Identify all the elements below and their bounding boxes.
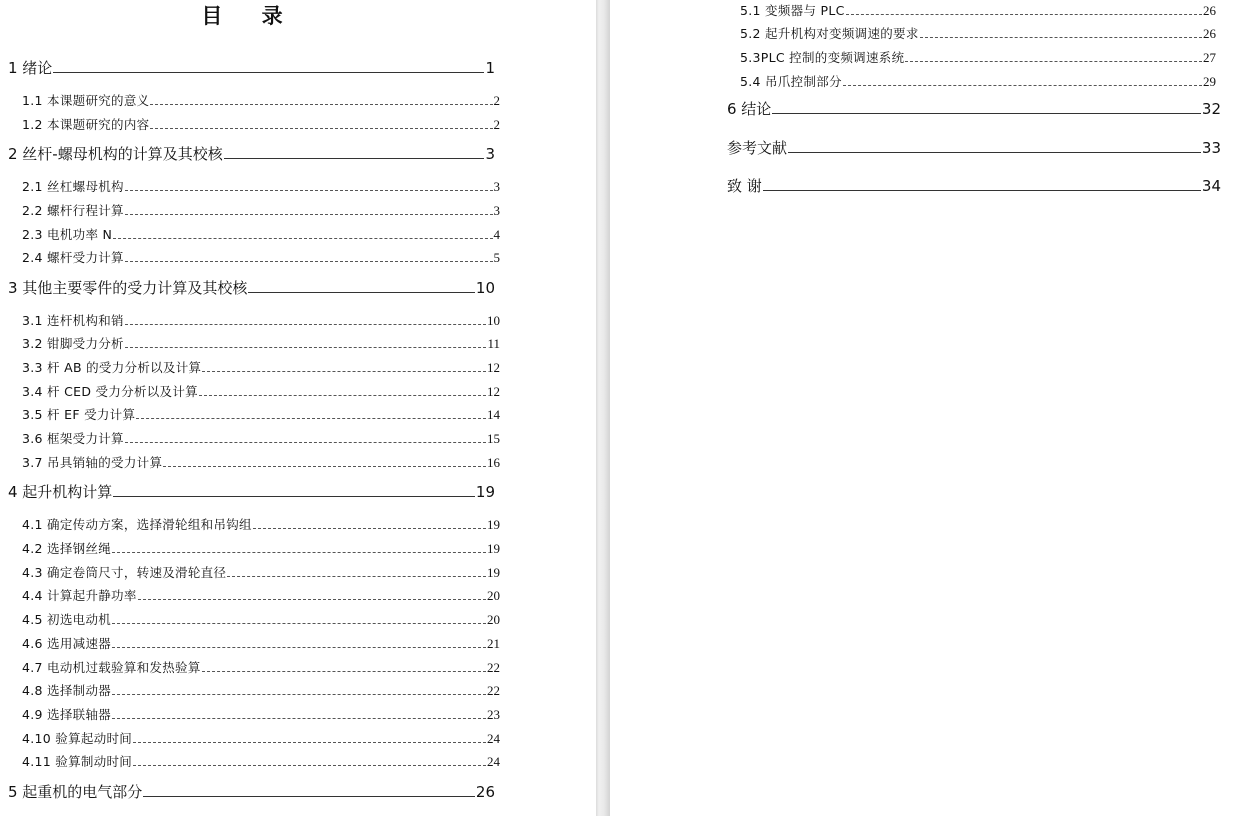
- toc-section-entry[interactable]: [22, 516, 500, 534]
- toc-chapter-entry[interactable]: [8, 277, 495, 299]
- toc-entry-label: 1.1 本课题研究的意义: [22, 93, 150, 108]
- toc-entry-label: 4.4 计算起升静功率: [22, 588, 137, 603]
- toc-page-number: 33: [1201, 139, 1221, 157]
- toc-leader-line: [133, 742, 486, 743]
- toc-page-number: 16: [487, 455, 500, 470]
- toc-page-number: 21: [487, 636, 500, 651]
- toc-leader-line: [788, 152, 1201, 153]
- toc-entry-label: 3.3 杆 AB 的受力分析以及计算: [22, 360, 202, 375]
- toc-entry-label: 2.4 螺杆受力计算: [22, 250, 124, 265]
- toc-section-entry[interactable]: [22, 659, 500, 677]
- toc-section-entry[interactable]: [22, 202, 500, 220]
- toc-section-entry[interactable]: [22, 635, 500, 653]
- toc-section-entry[interactable]: [22, 92, 500, 110]
- toc-entry-label: 4.11 验算制动时间: [22, 754, 133, 769]
- toc-entry-label: 3.5 杆 EF 受力计算: [22, 407, 136, 422]
- toc-entry-label: 4.9 选择联轴器: [22, 707, 112, 722]
- toc-section-entry[interactable]: [22, 383, 500, 401]
- toc-page-number: 4: [493, 227, 500, 242]
- toc-chapter-entry[interactable]: [727, 175, 1221, 197]
- toc-page-number: 12: [487, 384, 500, 399]
- toc-section-entry[interactable]: [22, 335, 500, 353]
- toc-page-number: 26: [1203, 3, 1216, 18]
- toc-entry-label: 3.7 吊具销轴的受力计算: [22, 455, 163, 470]
- toc-page-number: 32: [1201, 100, 1221, 118]
- toc-entry-label: 1.2 本课题研究的内容: [22, 117, 150, 132]
- toc-leader-line: [227, 576, 486, 577]
- toc-chapter-entry[interactable]: [8, 781, 495, 803]
- toc-leader-line: [224, 158, 485, 159]
- toc-page-number: 26: [475, 783, 495, 801]
- toc-section-entry[interactable]: [22, 682, 500, 700]
- toc-section-entry[interactable]: [740, 73, 1216, 91]
- toc-section-entry[interactable]: [22, 706, 500, 724]
- toc-entry-label: 5 起重机的电气部分: [8, 783, 143, 801]
- toc-page-number: 5: [493, 250, 500, 265]
- toc-section-entry[interactable]: [22, 753, 500, 771]
- toc-entry-label: 5.2 起升机构对变频调速的要求: [740, 26, 919, 41]
- toc-leader-line: [905, 61, 1202, 62]
- toc-section-entry[interactable]: [22, 359, 500, 377]
- toc-entry-label: 2 丝杆-螺母机构的计算及其校核: [8, 145, 223, 163]
- toc-entry-label: 3.6 框架受力计算: [22, 431, 124, 446]
- toc-entry-label: 3.1 连杆机构和销: [22, 313, 124, 328]
- toc-section-entry[interactable]: [22, 116, 500, 134]
- toc-entry-label: 2.3 电机功率 N: [22, 227, 113, 242]
- toc-leader-line: [112, 694, 486, 695]
- toc-leader-line: [125, 190, 493, 191]
- toc-leader-line: [133, 765, 486, 766]
- toc-section-entry[interactable]: [22, 540, 500, 558]
- toc-section-entry[interactable]: [22, 406, 500, 424]
- toc-leader-line: [112, 647, 486, 648]
- toc-leader-line: [125, 324, 486, 325]
- toc-leader-line: [150, 104, 492, 105]
- toc-entry-label: 4.3 确定卷筒尺寸，转速及滑轮直径: [22, 565, 227, 580]
- toc-page-number: 3: [485, 145, 495, 163]
- toc-entry-label: 5.3PLC 控制的变频调速系统: [740, 50, 905, 65]
- toc-page-number: 19: [487, 517, 500, 532]
- toc-page-number: 12: [487, 360, 500, 375]
- toc-leader-line: [125, 347, 487, 348]
- toc-section-entry[interactable]: [22, 312, 500, 330]
- toc-leader-line: [125, 261, 493, 262]
- toc-section-entry[interactable]: [22, 730, 500, 748]
- toc-leader-line: [248, 292, 475, 293]
- toc-section-entry[interactable]: [22, 611, 500, 629]
- toc-leader-line: [202, 671, 486, 672]
- toc-entry-label: 5.1 变频器与 PLC: [740, 3, 845, 18]
- toc-leader-line: [150, 128, 492, 129]
- toc-page-number: 15: [487, 431, 500, 446]
- toc-section-entry[interactable]: [740, 25, 1216, 43]
- toc-entry-label: 参考文献: [727, 139, 788, 157]
- document-page-right: [610, 0, 1251, 816]
- toc-leader-line: [253, 528, 486, 529]
- toc-entry-label: 1 绪论: [8, 59, 53, 77]
- toc-entry-label: 致 谢: [727, 177, 762, 195]
- toc-leader-line: [843, 85, 1202, 86]
- toc-section-entry[interactable]: [22, 249, 500, 267]
- toc-leader-line: [138, 599, 486, 600]
- toc-chapter-entry[interactable]: [8, 481, 495, 503]
- toc-page-number: 14: [487, 407, 500, 422]
- toc-chapter-entry[interactable]: [8, 57, 495, 79]
- toc-page-number: 2: [493, 117, 500, 132]
- toc-page-number: 26: [1203, 26, 1216, 41]
- toc-leader-line: [113, 496, 475, 497]
- toc-title: 目 录: [201, 4, 299, 28]
- toc-entry-label: 2.2 螺杆行程计算: [22, 203, 124, 218]
- toc-leader-line: [772, 113, 1201, 114]
- toc-leader-line: [199, 395, 486, 396]
- toc-entry-label: 4.5 初选电动机: [22, 612, 112, 627]
- toc-leader-line: [112, 552, 486, 553]
- toc-entry-label: 5.4 吊爪控制部分: [740, 74, 842, 89]
- toc-leader-line: [136, 418, 486, 419]
- toc-entry-label: 4.2 选择钢丝绳: [22, 541, 112, 556]
- toc-chapter-entry[interactable]: [727, 98, 1221, 120]
- toc-leader-line: [113, 238, 492, 239]
- toc-entry-label: 6 结论: [727, 100, 772, 118]
- toc-page-number: 29: [1203, 74, 1216, 89]
- toc-page-number: 27: [1203, 50, 1216, 65]
- toc-section-entry[interactable]: [22, 430, 500, 448]
- toc-chapter-entry[interactable]: [8, 143, 495, 165]
- toc-page-number: 3: [493, 203, 500, 218]
- toc-page-number: 10: [487, 313, 500, 328]
- toc-chapter-entry[interactable]: [727, 137, 1221, 159]
- toc-leader-line: [125, 214, 493, 215]
- toc-page-number: 10: [475, 279, 495, 297]
- toc-section-entry[interactable]: [22, 564, 500, 582]
- toc-entry-label: 2.1 丝杠螺母机构: [22, 179, 124, 194]
- document-page-left: [0, 0, 596, 816]
- toc-page-number: 22: [487, 683, 500, 698]
- toc-page-number: 23: [487, 707, 500, 722]
- toc-section-entry[interactable]: [22, 226, 500, 244]
- toc-page-number: 1: [485, 59, 495, 77]
- toc-page-number: 20: [487, 612, 500, 627]
- toc-leader-line: [53, 72, 484, 73]
- toc-leader-line: [143, 796, 475, 797]
- toc-entry-label: 4.7 电动机过载验算和发热验算: [22, 660, 201, 675]
- toc-section-entry[interactable]: [740, 49, 1216, 67]
- toc-leader-line: [112, 623, 486, 624]
- toc-section-entry[interactable]: [22, 178, 500, 196]
- toc-section-entry[interactable]: [22, 454, 500, 472]
- toc-page-number: 34: [1201, 177, 1221, 195]
- toc-page-number: 3: [493, 179, 500, 194]
- toc-entry-label: 3 其他主要零件的受力计算及其校核: [8, 279, 248, 297]
- toc-section-entry[interactable]: [22, 587, 500, 605]
- toc-page-number: 2: [493, 93, 500, 108]
- toc-page-number: 19: [487, 541, 500, 556]
- toc-page-number: 24: [487, 731, 500, 746]
- toc-entry-label: 3.2 钳脚受力分析: [22, 336, 124, 351]
- toc-page-number: 19: [487, 565, 500, 580]
- toc-entry-label: 4.10 验算起动时间: [22, 731, 133, 746]
- toc-entry-label: 4.1 确定传动方案，选择滑轮组和吊钩组: [22, 517, 252, 532]
- toc-page-number: 11: [487, 336, 500, 351]
- toc-leader-line: [763, 190, 1201, 191]
- toc-leader-line: [163, 466, 486, 467]
- toc-leader-line: [125, 442, 486, 443]
- toc-leader-line: [202, 371, 486, 372]
- toc-page-number: 22: [487, 660, 500, 675]
- page-gutter: [596, 0, 610, 816]
- toc-page-number: 19: [475, 483, 495, 501]
- toc-leader-line: [112, 718, 486, 719]
- toc-page-number: 20: [487, 588, 500, 603]
- toc-leader-line: [846, 14, 1202, 15]
- toc-entry-label: 4.8 选择制动器: [22, 683, 112, 698]
- toc-page-number: 24: [487, 754, 500, 769]
- toc-leader-line: [920, 37, 1202, 38]
- toc-entry-label: 3.4 杆 CED 受力分析以及计算: [22, 384, 198, 399]
- toc-section-entry[interactable]: [740, 2, 1216, 20]
- toc-entry-label: 4 起升机构计算: [8, 483, 113, 501]
- toc-entry-label: 4.6 选用减速器: [22, 636, 112, 651]
